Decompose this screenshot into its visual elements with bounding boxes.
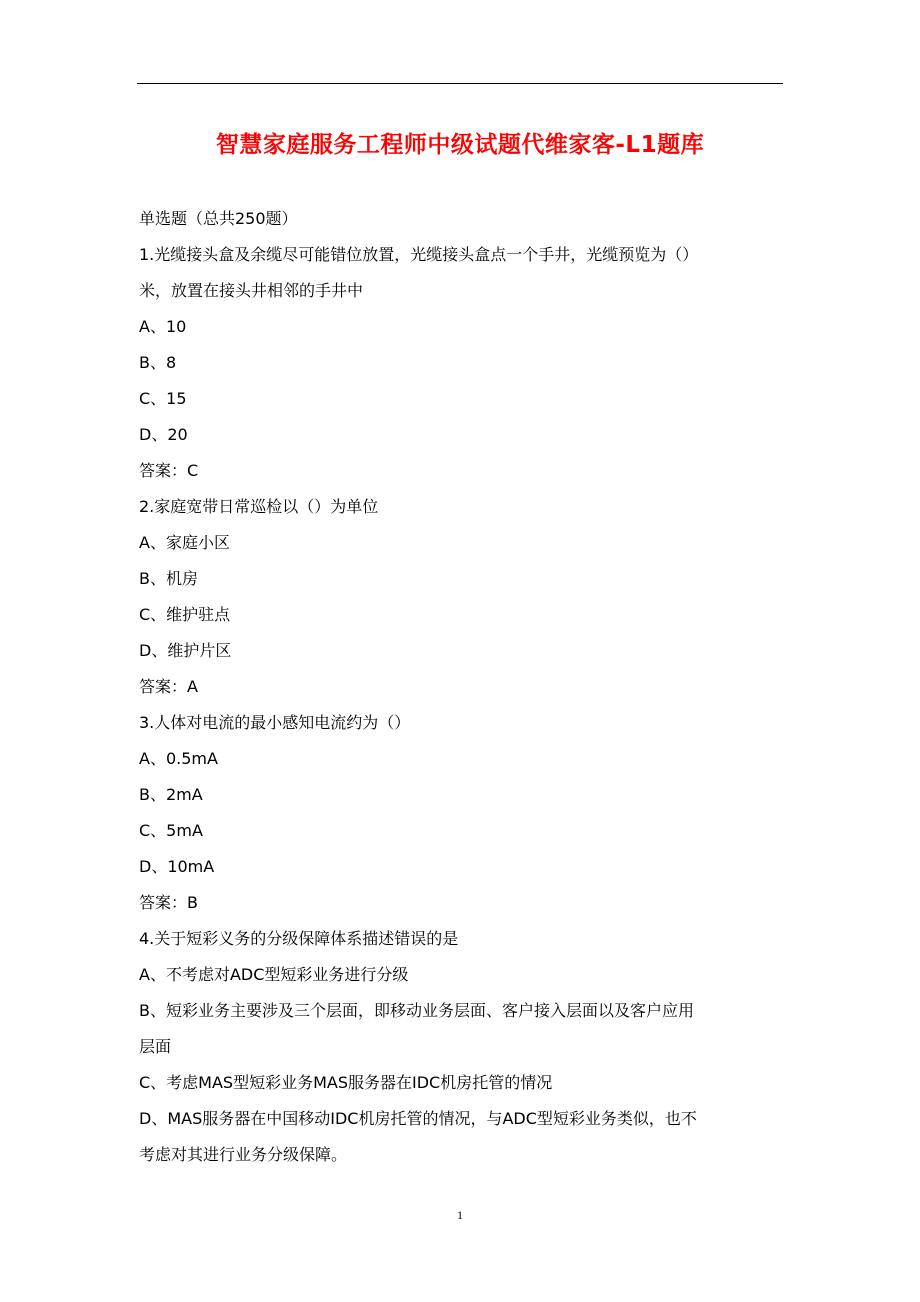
answer-option: B、8 [139,353,177,372]
answer-option: A、不考虑对ADC型短彩业务进行分级 [139,965,409,984]
question-list [139,237,799,1173]
answer-option: A、家庭小区 [139,533,230,552]
page-number: 1 [457,1208,463,1222]
document-body [139,201,799,1173]
question-block [139,921,799,1173]
document-title: 智慧家庭服务工程师中级试题代维家客-L1题库 [215,132,705,158]
answer-option: B、2mA [139,785,203,804]
question-block [139,705,799,921]
question-stem: 4.关于短彩义务的分级保障体系描述错误的是 [139,929,459,948]
answer-option: C、5mA [139,821,203,840]
question-stem: 1.光缆接头盒及余缆尽可能错位放置，光缆接头盒点一个手井，光缆预览为（） [139,245,699,264]
answer-option: A、0.5mA [139,749,218,768]
question-stem: 3.人体对电流的最小感知电流约为（） [139,713,411,732]
section-heading: 单选题（总共250题） [139,209,298,228]
answer-key: 答案：A [139,677,198,696]
answer-option: 层面 [139,1037,172,1056]
answer-option: D、20 [139,425,188,444]
answer-option: D、MAS服务器在中国移动IDC机房托管的情况，与ADC型短彩业务类似，也不 [139,1109,697,1128]
answer-option: C、15 [139,389,187,408]
answer-option: B、短彩业务主要涉及三个层面，即移动业务层面、客户接入层面以及客户应用 [139,1001,694,1020]
answer-key: 答案：C [139,461,199,480]
answer-key: 答案：B [139,893,198,912]
answer-option: D、10mA [139,857,215,876]
answer-option: A、10 [139,317,187,336]
answer-option: C、考虑MAS型短彩业务MAS服务器在IDC机房托管的情况 [139,1073,553,1092]
answer-option: C、维护驻点 [139,605,231,624]
question-stem: 米，放置在接头井相邻的手井中 [139,281,364,300]
answer-option: 考虑对其进行业务分级保障。 [139,1145,348,1164]
question-block [139,489,799,705]
answer-option: D、维护片区 [139,641,232,660]
answer-option: B、机房 [139,569,198,588]
question-block [139,237,799,489]
question-stem: 2.家庭宽带日常巡检以（）为单位 [139,497,379,516]
header-rule [137,83,783,84]
